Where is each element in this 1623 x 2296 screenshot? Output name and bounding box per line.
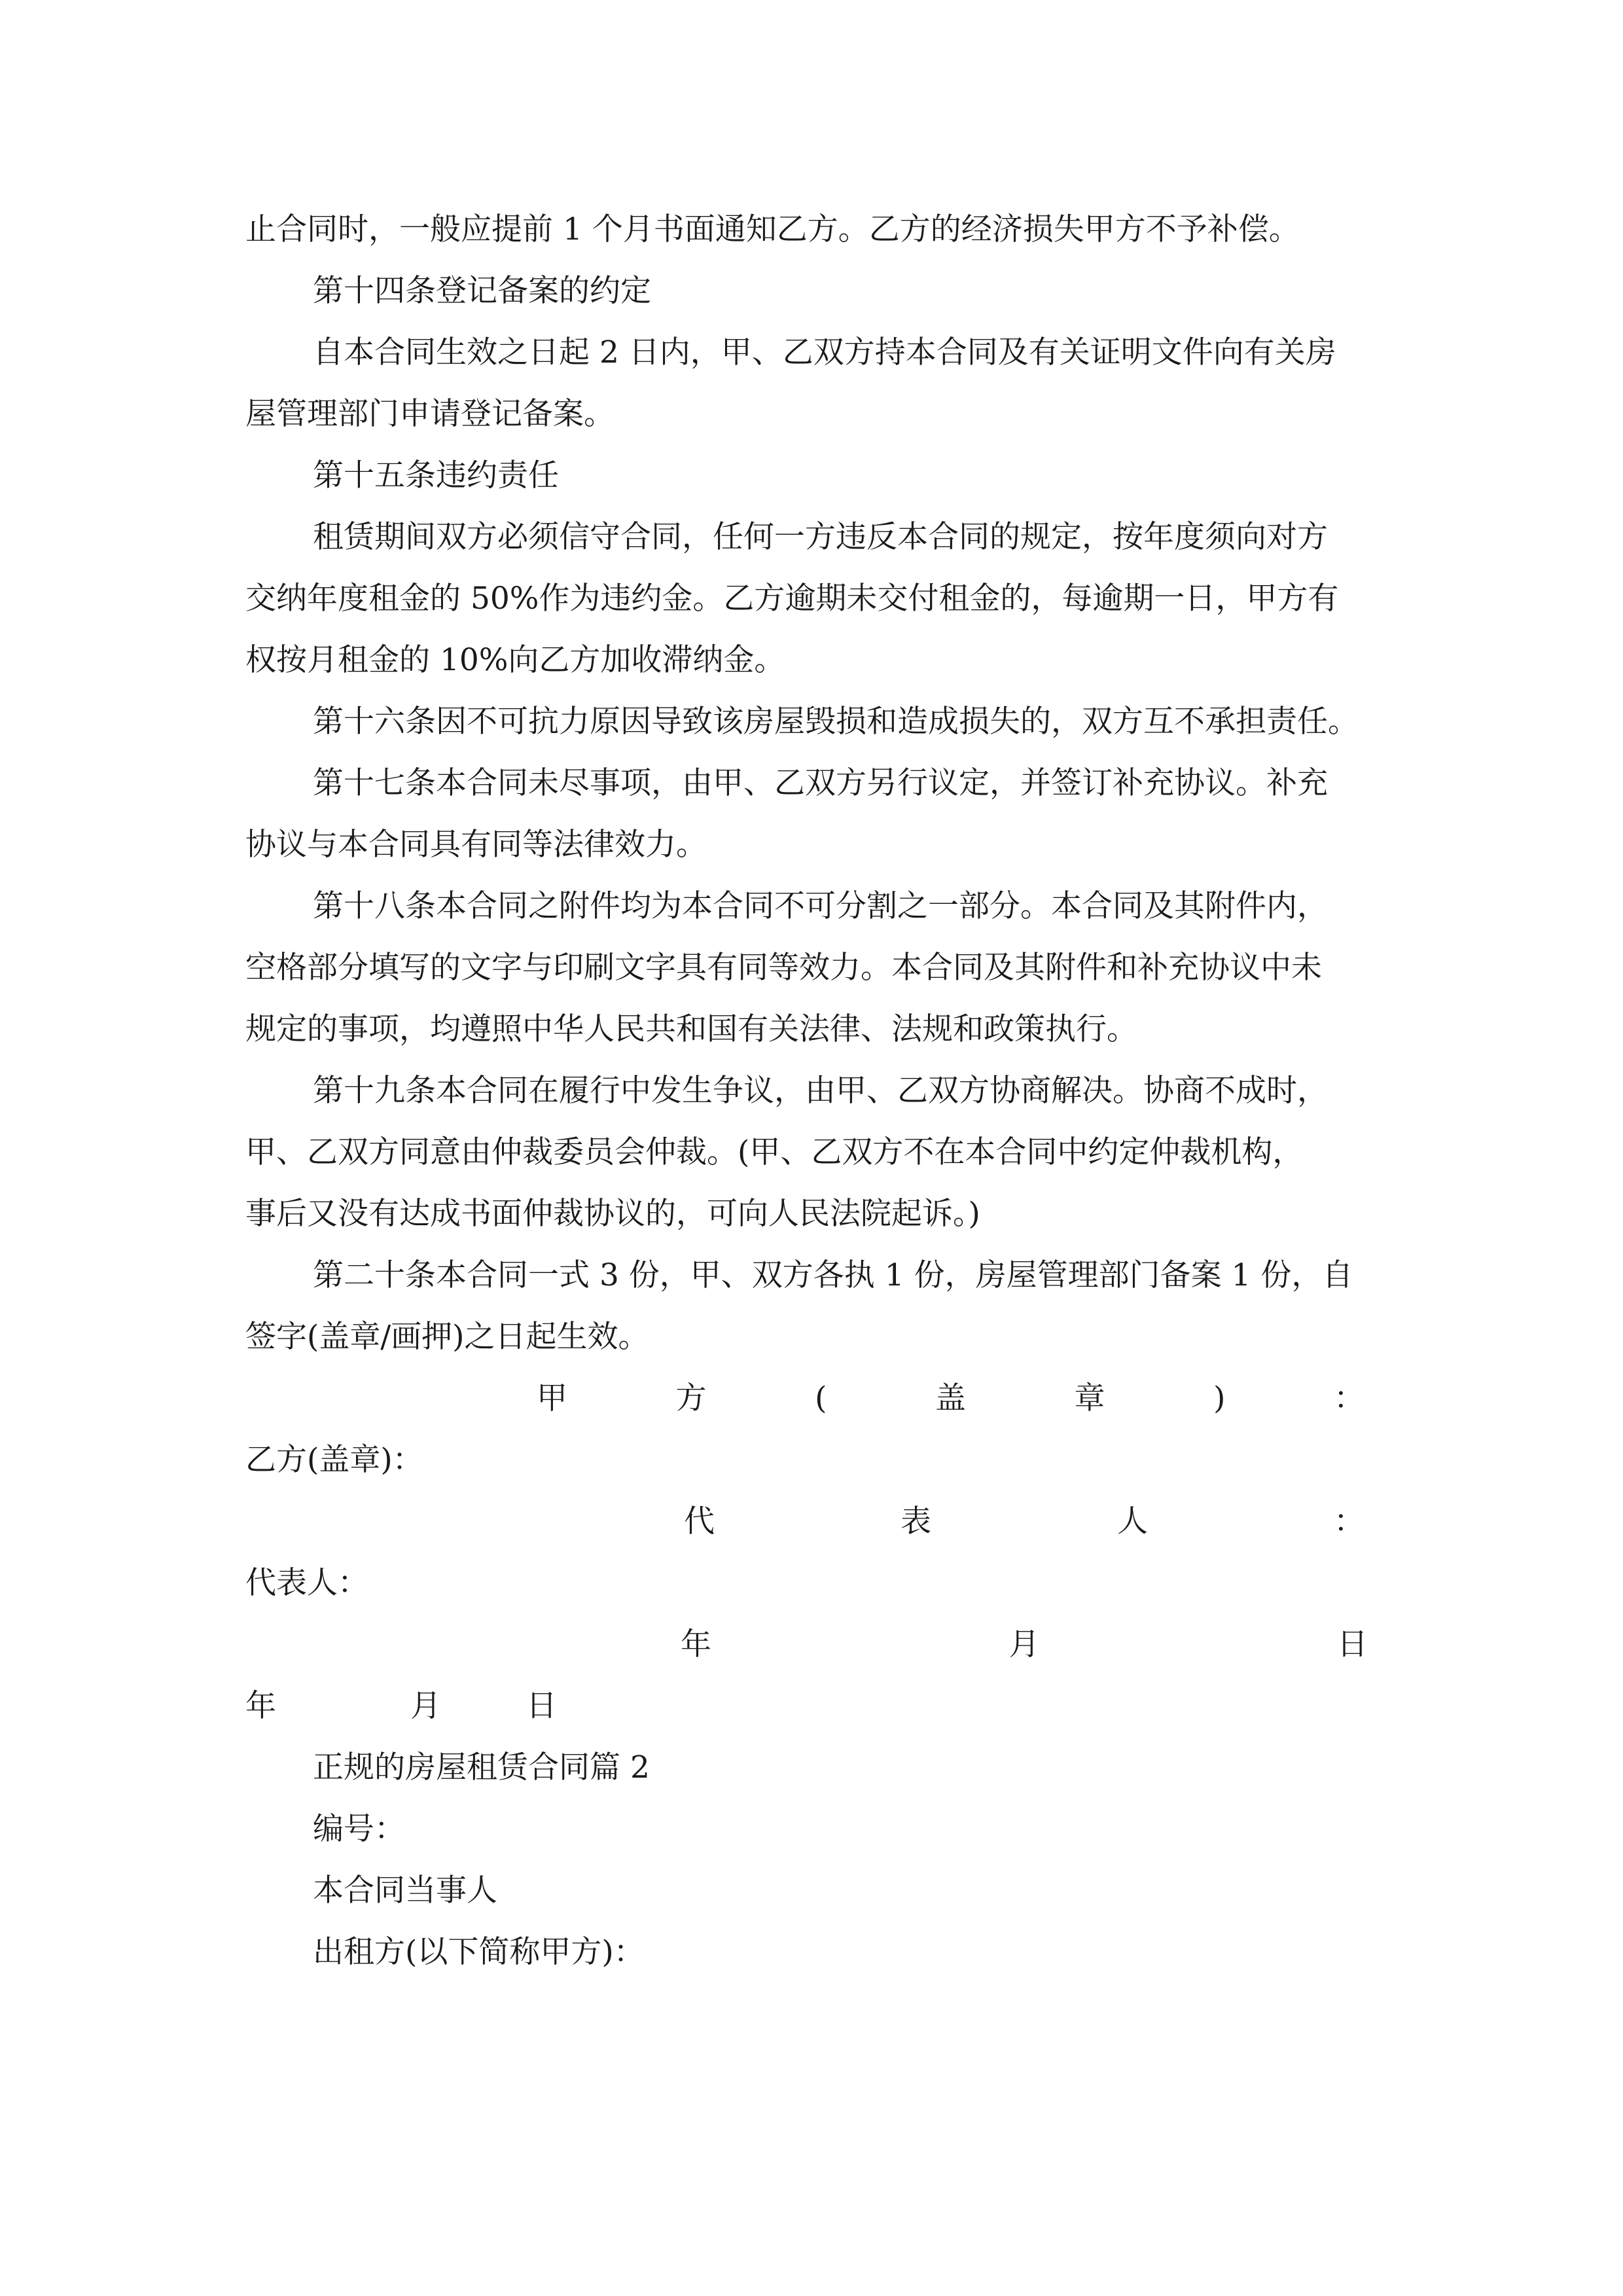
date-char: 年 (245, 1688, 276, 1724)
signature-char: 代 (684, 1503, 715, 1539)
party-a-signature-line (537, 1379, 1364, 1418)
party-b-representative-line: 代表人： (245, 1565, 368, 1601)
paragraph-line: 协议与本合同具有同等法律效力。 (245, 827, 707, 863)
paragraph-line: 自本合同生效之日起 2 日内，甲、乙双方持本合同及有关证明文件向有关房 (313, 334, 1336, 370)
paragraph-line: 租赁期间双方必须信守合同，任何一方违反本合同的规定，按年度须向对方 (313, 519, 1328, 555)
article-heading: 第十五条违约责任 (313, 457, 559, 493)
paragraph-line: 签字(盖章/画押)之日起生效。 (245, 1319, 649, 1355)
paragraph-line: 屋管理部门申请登记备案。 (245, 396, 615, 432)
paragraph-line: 空格部分填写的文字与印刷文字具有同等效力。本合同及其附件和补充协议中未 (245, 950, 1322, 986)
paragraph-line: 第十七条本合同未尽事项，由甲、乙双方另行议定，并签订补充协议。补充 (313, 765, 1328, 801)
lessor-label: 出租方(以下简称甲方)： (313, 1934, 645, 1970)
signature-char: 人 (1117, 1503, 1148, 1539)
contract-number-label: 编号： (313, 1811, 405, 1847)
signature-char: ) (1213, 1380, 1226, 1416)
date-char: 日 (526, 1688, 557, 1724)
party-a-representative-line (684, 1502, 1364, 1541)
signature-char: 盖 (935, 1380, 966, 1416)
party-b-date-line (245, 1687, 1381, 1726)
paragraph-line: 第十八条本合同之附件均为本合同不可分割之一部分。本合同及其附件内， (313, 888, 1328, 924)
paragraph-line: 止合同时，一般应提前 1 个月书面通知乙方。乙方的经济损失甲方不予补偿。 (245, 211, 1300, 247)
signature-char: 表 (901, 1503, 931, 1539)
paragraph-line: 第二十条本合同一式 3 份，甲、双方各执 1 份，房屋管理部门备案 1 份，自 (313, 1257, 1353, 1293)
section-title: 正规的房屋租赁合同篇 2 (313, 1749, 650, 1785)
date-char: 月 (410, 1688, 441, 1724)
date-char: 年 (681, 1626, 711, 1662)
paragraph-line: 事后又没有达成书面仲裁协议的，可向人民法院起诉。) (245, 1196, 980, 1232)
paragraph-line: 第十六条因不可抗力原因导致该房屋毁损和造成损失的，双方互不承担责任。 (313, 704, 1359, 740)
paragraph-line: 权按月租金的 10%向乙方加收滞纳金。 (245, 642, 785, 678)
party-b-signature-line: 乙方(盖章)： (245, 1442, 423, 1478)
date-char: 月 (1008, 1626, 1040, 1662)
date-char: 日 (1337, 1626, 1368, 1662)
paragraph-line: 甲、乙双方同意由仲裁委员会仲裁。(甲、乙双方不在本合同中约定仲裁机构， (245, 1134, 1304, 1170)
paragraph-line: 规定的事项，均遵照中华人民共和国有关法律、法规和政策执行。 (245, 1011, 1137, 1047)
paragraph-line: 交纳年度租金的 50%作为违约金。乙方逾期未交付租金的，每逾期一日，甲方有 (245, 581, 1339, 617)
party-a-date-line (681, 1625, 1368, 1664)
signature-char: 甲 (537, 1380, 567, 1416)
signature-char: 章 (1074, 1380, 1105, 1416)
signature-char: 方 (675, 1380, 707, 1416)
signature-char: ： (1333, 1380, 1364, 1416)
article-heading: 第十四条登记备案的约定 (313, 273, 651, 309)
signature-char: ： (1334, 1503, 1364, 1539)
paragraph-line: 第十九条本合同在履行中发生争议，由甲、乙双方协商解决。协商不成时， (313, 1073, 1328, 1109)
parties-label: 本合同当事人 (313, 1873, 497, 1909)
signature-char: ( (815, 1380, 827, 1416)
